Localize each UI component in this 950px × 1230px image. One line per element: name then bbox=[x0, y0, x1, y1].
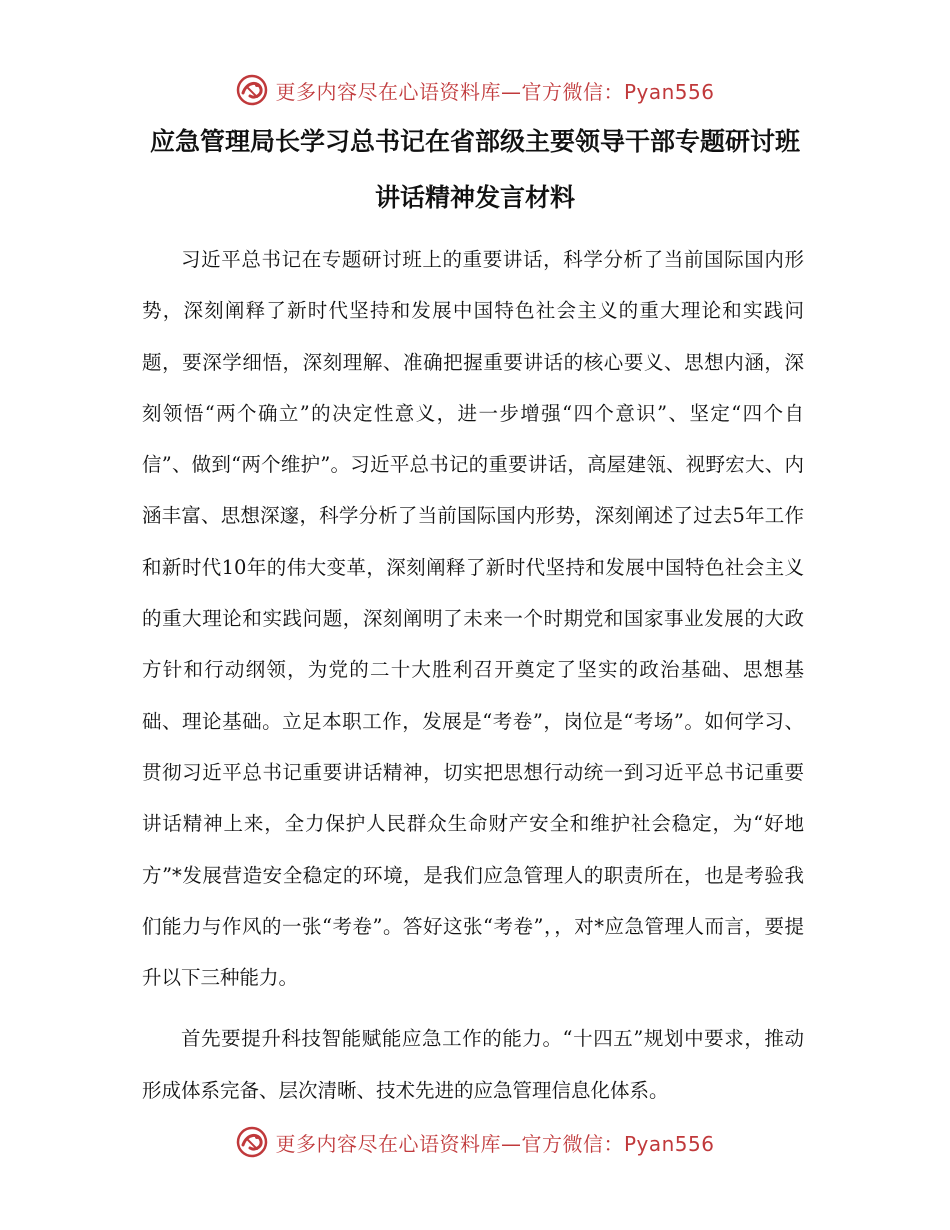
watermark-banner-bottom bbox=[0, 1122, 950, 1162]
watermark-text: 更多内容尽在心语资料库—官方微信：Pyan556 bbox=[275, 1131, 715, 1156]
watermark-text: 更多内容尽在心语资料库—官方微信：Pyan556 bbox=[275, 79, 715, 104]
document-title-line1: 应急管理局长学习总书记在省部级主要领导干部专题研讨班 bbox=[149, 127, 800, 156]
swirl-logo-icon bbox=[235, 1125, 269, 1159]
paragraph: 习近平总书记在专题研讨班上的重要讲话，科学分析了当前国际国内形势，深刻阐释了新时代坚持和发展中国特色社会主义的重大理论和实践问题，要深学细悟，深刻理解、准确把握重要讲话的核心要义、思想内涵，深刻领悟“两个确立”的决定性意义，进一步增强“四个意识”、坚定“四个自信”、做到“两个维护”。习近平总书记的重要讲话，高屋建瓴、视野宏大、内涵丰富、思想深邃，科学分析了当前国际国内形势，深刻阐述了过去5年工作和新时代10年的伟大变革，深刻阐释了新时代坚持和发展中国特色社会主义的重大理论和实践问题，深刻阐明了未来一个时期党和国家事业发展的大政方针和行动纲领，为党的二十大胜利召开奠定了坚实的政治基础、思想基础、理论基础。立足本职工作，发展是“考卷”，岗位是“考场”。如何学习、贯彻习近平总书记重要讲话精神，切实把思想行动统一到习近平总书记重要讲话精神上来，全力保护人民群众生命财产安全和维护社会稳定，为“好地方”*发展营造安全稳定的环境，是我们应急管理人的职责所在，也是考验我们能力与作风的一张“考卷”。答好这张“考卷”，，对*应急管理人而言，要提升以下三种能力。 bbox=[142, 248, 804, 990]
paragraph: 首先要提升科技智能赋能应急工作的能力。“十四五”规划中要求，推动形成体系完备、层次清晰、技术先进的应急管理信息化体系。 bbox=[142, 1027, 804, 1102]
document-title-line2: 讲话精神发言材料 bbox=[374, 183, 575, 212]
document-body bbox=[142, 234, 804, 1116]
swirl-logo-icon bbox=[235, 73, 269, 107]
watermark-banner-top bbox=[0, 70, 950, 110]
